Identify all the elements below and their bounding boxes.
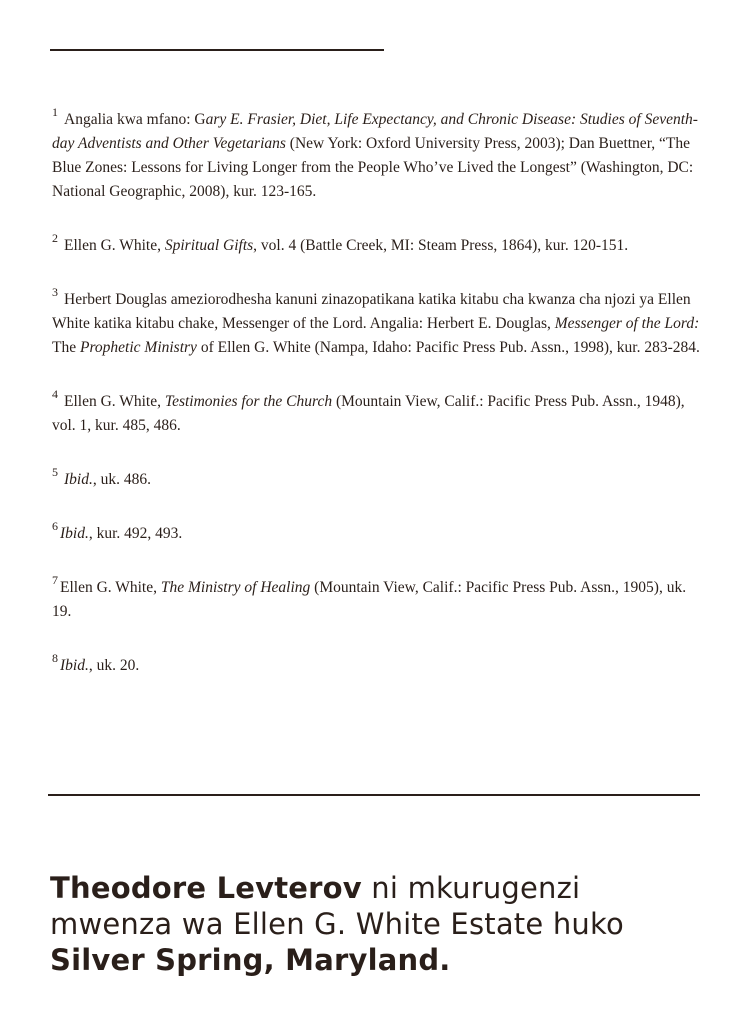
- footnote-title: Testimonies for the Church: [164, 393, 333, 410]
- footnote-text: Ellen G. White,: [64, 393, 165, 410]
- footnote-title: Spiritual Gifts: [164, 237, 254, 254]
- top-divider: [50, 49, 384, 51]
- author-bio: [50, 870, 710, 978]
- footnote-3: [52, 285, 700, 360]
- footnote-text: Ellen G. White,: [64, 237, 165, 254]
- footnote-title: The Ministry of Healing: [160, 579, 311, 596]
- footnote-text: (Mountain View, Calif.: Pacific Press Pub. Assn., 1948), vol. 1, kur. 485, 486.: [52, 393, 685, 434]
- footnote-number: 7: [52, 573, 58, 587]
- footnote-8: [52, 651, 700, 678]
- footnote-text: (Mountain View, Calif.: Pacific Press Pub. Assn., 1905), uk. 19.: [52, 579, 687, 620]
- footnote-number: 1: [52, 105, 58, 119]
- footnote-2: [52, 231, 700, 258]
- author-name: Theodore Levterov: [50, 871, 362, 905]
- footnote-text: (New York: Oxford University Press, 2003); Dan Buettner, “The Blue Zones: Lessons for Living Longer from the People Who’ve Lived the Longest” (Washington, DC: National Geographic, 2008), kur. 123-165.: [52, 135, 694, 200]
- footnote-text: Ellen G. White,: [60, 579, 161, 596]
- footnote-number: 3: [52, 285, 58, 299]
- bottom-divider: [48, 794, 700, 796]
- footnote-text: The: [52, 339, 80, 356]
- footnote-number: 4: [52, 387, 58, 401]
- footnote-text: , vol. 4 (Battle Creek, MI: Steam Press, 1864), kur. 120-151.: [253, 237, 629, 254]
- footnote-number: 2: [52, 231, 58, 245]
- footnote-6: [52, 519, 700, 546]
- footnote-number: 8: [52, 651, 58, 665]
- footnote-title: Ibid.: [64, 471, 93, 488]
- footnote-number: 5: [52, 465, 58, 479]
- footnote-1: [52, 105, 700, 204]
- footnote-title: ary E. Frasier, Diet, Life Expectancy, and Chronic Disease: Studies of Seventh-day Adventists and Other Vegetarians: [52, 111, 698, 152]
- author-role: ni mkurugenzi mwenza wa Ellen G. White Estate huko: [50, 871, 624, 941]
- footnote-text: Herbert Douglas ameziorodhesha kanuni zinazopatikana katika kitabu cha kwanza cha njozi ya Ellen White katika kitabu chake, Messenger of the Lord. Angalia: Herbert E. Douglas,: [52, 291, 691, 332]
- footnotes-list: [52, 105, 700, 708]
- footnote-title: Ibid.: [60, 657, 89, 674]
- footnote-number: 6: [52, 519, 58, 533]
- footnote-text: of Ellen G. White (Nampa, Idaho: Pacific Press Pub. Assn., 1998), kur. 283-284.: [196, 339, 700, 356]
- footnote-title: Ibid.: [60, 525, 89, 542]
- footnote-4: [52, 387, 700, 438]
- footnote-5: [52, 465, 700, 492]
- footnote-text: , uk. 20.: [88, 657, 140, 674]
- footnote-title: Prophetic Ministry: [79, 339, 197, 356]
- footnote-text: , kur. 492, 493.: [88, 525, 183, 542]
- footnote-title: Messenger of the Lord:: [554, 315, 700, 332]
- author-location: Silver Spring, Maryland.: [50, 943, 451, 977]
- footnote-text: , uk. 486.: [92, 471, 151, 488]
- footnote-7: [52, 573, 700, 624]
- footnote-text: Angalia kwa mfano: G: [64, 111, 206, 128]
